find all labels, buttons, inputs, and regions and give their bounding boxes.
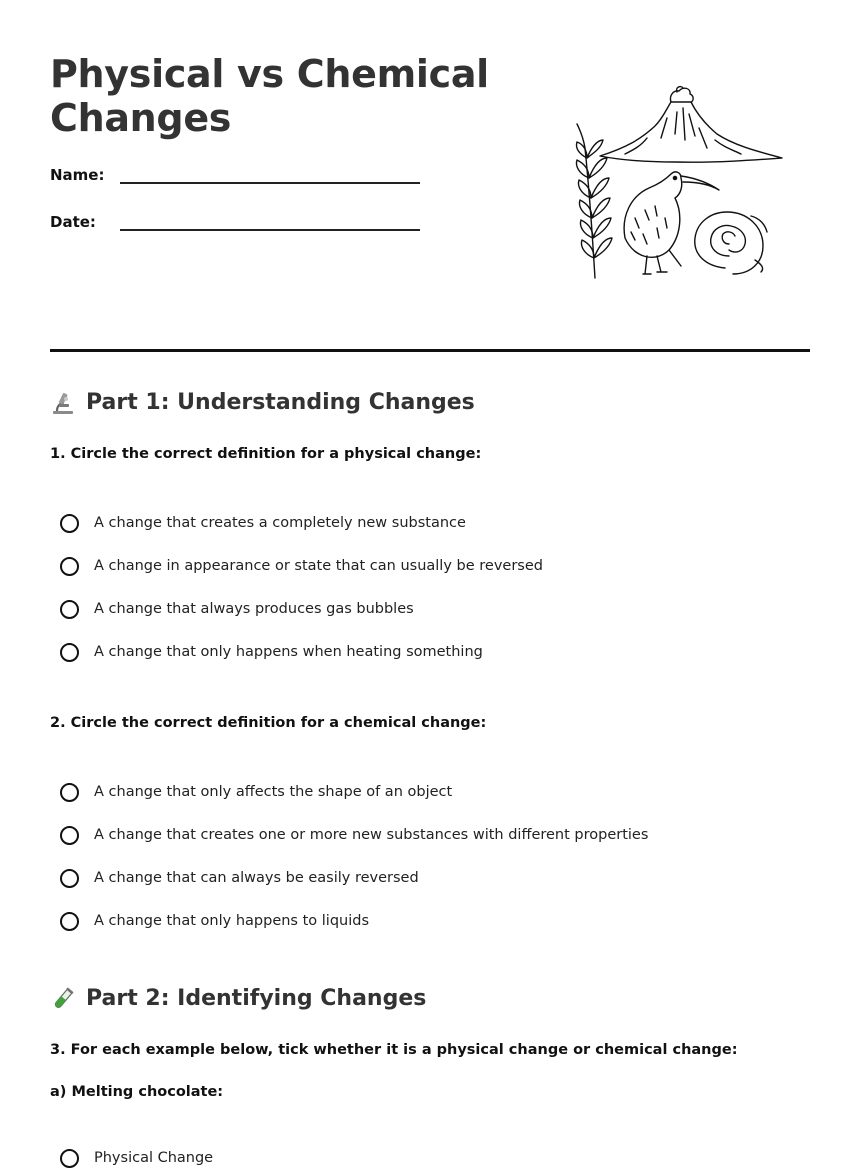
worksheet-title — [50, 52, 489, 140]
radio-circle[interactable] — [60, 869, 79, 888]
snail-shell-icon — [695, 212, 767, 274]
question-3-prompt: 3. For each example below, tick whether it is a physical change or chemical change: — [50, 1042, 738, 1058]
date-write-line[interactable] — [120, 229, 420, 231]
radio-circle[interactable] — [60, 912, 79, 931]
q1-option-2-label: A change in appearance or state that can usually be reversed — [94, 558, 543, 574]
q2-option-3-label: A change that can always be easily reversed — [94, 870, 419, 886]
q2-option-4-label: A change that only happens to liquids — [94, 913, 369, 929]
microscope-icon — [50, 390, 76, 416]
q2-option-4[interactable] — [60, 908, 369, 934]
question-2-prompt: 2. Circle the correct definition for a chemical change: — [50, 715, 487, 731]
radio-circle[interactable] — [60, 643, 79, 662]
name-write-line[interactable] — [120, 182, 420, 184]
part2-heading — [50, 985, 426, 1013]
name-field[interactable] — [50, 166, 430, 194]
q1-option-4-label: A change that only happens when heating something — [94, 644, 483, 660]
part1-heading — [50, 389, 475, 417]
q1-option-3[interactable] — [60, 596, 414, 622]
q2-option-1[interactable] — [60, 779, 452, 805]
radio-circle[interactable] — [60, 826, 79, 845]
q2-option-2-label: A change that creates one or more new substances with different properties — [94, 827, 649, 843]
radio-circle[interactable] — [60, 557, 79, 576]
fern-icon — [576, 124, 612, 278]
q1-option-1-label: A change that creates a completely new substance — [94, 515, 466, 531]
radio-circle[interactable] — [60, 514, 79, 533]
q1-option-3-label: A change that always produces gas bubbles — [94, 601, 414, 617]
header-divider — [50, 349, 810, 352]
q2-option-3[interactable] — [60, 865, 419, 891]
radio-circle[interactable] — [60, 1149, 79, 1168]
q2-option-1-label: A change that only affects the shape of an object — [94, 784, 453, 800]
q1-option-2[interactable] — [60, 553, 543, 579]
radio-circle[interactable] — [60, 600, 79, 619]
question-3a-label: a) Melting chocolate: — [50, 1084, 224, 1100]
q3a-option-physical[interactable] — [60, 1145, 213, 1171]
q1-option-1[interactable] — [60, 510, 466, 536]
title-line-1: Physical vs Chemical — [50, 52, 489, 96]
volcano-kiwi-fern-snail-illustration — [565, 78, 790, 283]
name-label: Name: — [50, 166, 105, 184]
q2-option-2[interactable] — [60, 822, 648, 848]
test-tube-icon — [50, 986, 76, 1012]
q3a-option-physical-label: Physical Change — [94, 1150, 214, 1166]
radio-circle[interactable] — [60, 783, 79, 802]
q1-option-4[interactable] — [60, 639, 483, 665]
kiwi-bird-icon — [624, 172, 719, 274]
date-label: Date: — [50, 213, 96, 231]
date-field[interactable] — [50, 213, 430, 241]
part2-title: Part 2: Identifying Changes — [86, 986, 427, 1011]
part1-title: Part 1: Understanding Changes — [86, 390, 475, 415]
volcano-icon — [600, 87, 782, 163]
question-1-prompt: 1. Circle the correct definition for a physical change: — [50, 446, 482, 462]
title-line-2: Changes — [50, 96, 232, 140]
